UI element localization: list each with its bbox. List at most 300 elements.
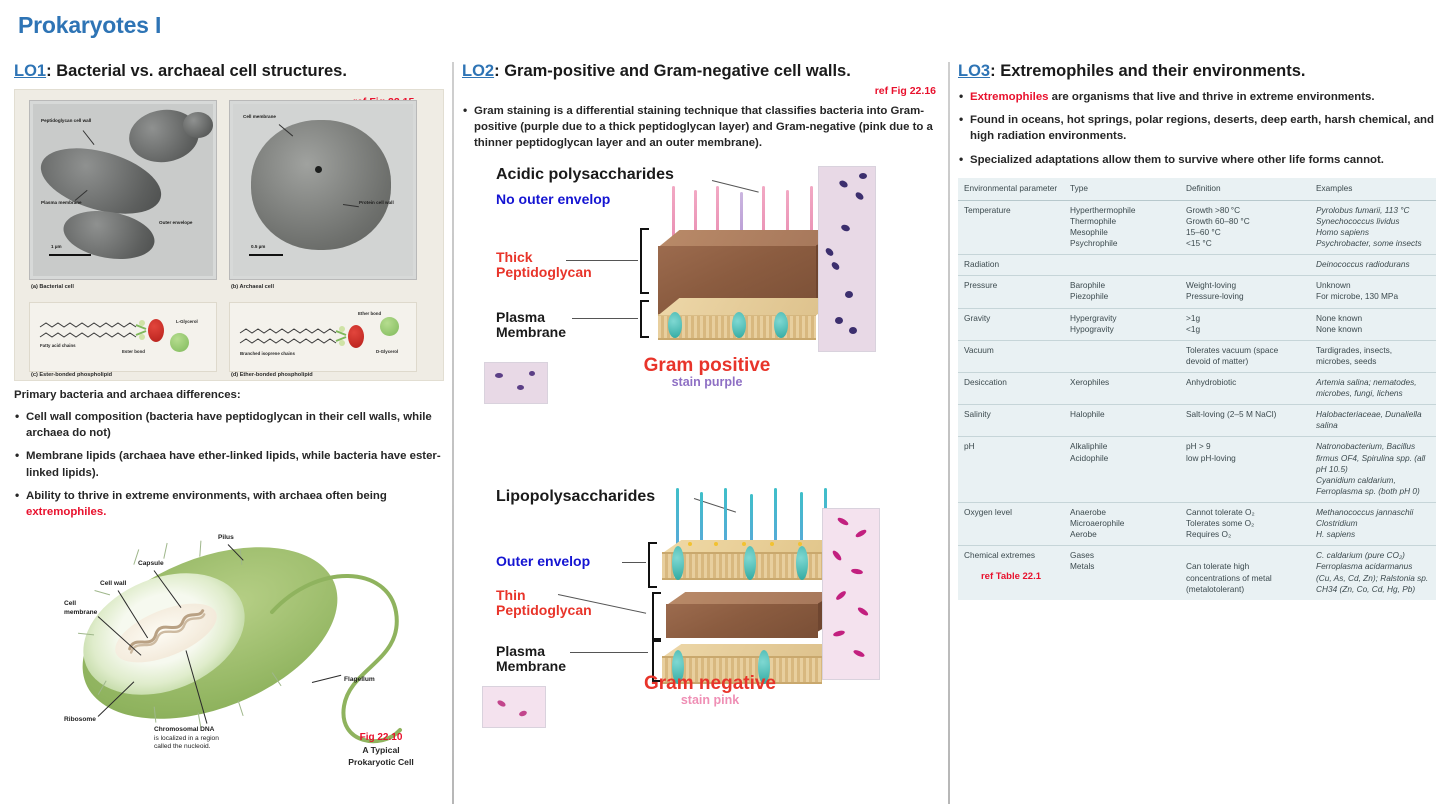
cell-examples — [1310, 546, 1436, 600]
stained-cell — [824, 246, 835, 257]
lps-head-dot — [798, 542, 802, 546]
gn-bracket-outer-envelope — [648, 542, 657, 588]
stained-cell — [835, 317, 843, 324]
gp-bracket-peptidoglycan — [640, 228, 649, 294]
figure-number: Fig 22.10 — [359, 732, 403, 744]
ester-chains-svg — [30, 303, 216, 371]
gp-pm-l2: Membrane — [496, 324, 567, 341]
cell-type — [1064, 276, 1180, 308]
gn-title-lipopolysaccharides: Lipopolysaccharides — [496, 487, 656, 505]
stained-cell — [845, 291, 853, 298]
lo3-bullet-list — [958, 89, 1436, 168]
label-ribosome: Ribosome — [64, 716, 96, 724]
ester-lipid-diagram — [29, 302, 217, 372]
dna-label-l3: called the nucleoid. — [154, 743, 211, 751]
cell-type — [1064, 373, 1180, 405]
cell-line: Piezophile — [1070, 291, 1109, 302]
cell-examples — [1310, 405, 1436, 437]
cell-line: Clostridium — [1316, 518, 1358, 529]
lo1-tag: LO1 — [14, 62, 47, 80]
cell-parameter — [958, 373, 1064, 405]
gram-negative-diagram — [462, 488, 942, 768]
cell-line: None known — [1316, 312, 1363, 323]
gn-label-plasma-membrane — [496, 644, 566, 675]
cell-parameter — [958, 200, 1064, 254]
cell-line: Salt-loving (2–5 M NaCl) — [1186, 409, 1277, 420]
table-row — [958, 340, 1436, 372]
label-capsule: Capsule — [138, 560, 164, 568]
gram-positive-caption — [592, 356, 822, 390]
figure-caption-l2: Prokaryotic Cell — [348, 756, 414, 767]
table-row — [958, 255, 1436, 276]
cell-type — [1064, 200, 1180, 254]
tem-bacterial-cell — [29, 100, 217, 280]
cell-line: Radiation — [964, 259, 1000, 270]
cell-line — [1186, 550, 1304, 561]
lo1-bullet-1: • Cell wall composition (bacteria have peptidoglycan in their cell walls, while archaea do not) — [14, 409, 446, 441]
cell-parameter — [958, 340, 1064, 372]
phosphate-head — [148, 319, 164, 342]
lo1-bullet-2: • Membrane lipids (archaea have ether-linked lipids, while bacteria have ester-linked lipids). — [14, 448, 446, 480]
cell-line — [1186, 259, 1304, 270]
stained-cell — [857, 606, 870, 617]
lo1-bullet-3-pre: Ability to thrive in extreme environments, with archaea often being — [26, 489, 387, 502]
porin-protein — [796, 546, 808, 580]
cell-definition — [1180, 373, 1310, 405]
gn-wall-3d — [662, 488, 842, 698]
lps-chain — [676, 488, 679, 546]
col-header-parameter: Environmental parameter — [958, 178, 1064, 201]
cell-line: Microaerophile — [1070, 518, 1125, 529]
lps-chain — [774, 488, 777, 546]
leader-line — [566, 260, 638, 261]
stained-cell — [830, 260, 841, 271]
cell-examples — [1310, 200, 1436, 254]
bacterium-blob — [183, 112, 213, 138]
cell-line: Methanococcus jannaschii — [1316, 507, 1414, 518]
dna-label-l1: Chromosomal DNA — [154, 726, 215, 734]
glycerol-head — [380, 317, 399, 336]
cell-line: Pressure — [964, 280, 998, 291]
archaeon-blob — [251, 120, 391, 250]
lo1-bullet-3 — [14, 488, 446, 520]
col-header-definition: Definition — [1180, 178, 1310, 201]
leader-line — [570, 652, 648, 653]
column-divider-1 — [452, 62, 454, 804]
stained-cell — [835, 589, 847, 601]
gp-micrograph-right — [818, 166, 876, 352]
gp-title-acidic-polysaccharides: Acidic polysaccharides — [496, 165, 674, 183]
lo2-fig-ref: ref Fig 22.16 — [874, 84, 936, 97]
cell-line: Metals — [1070, 561, 1095, 572]
column-divider-2 — [948, 62, 950, 804]
cell-examples — [1310, 437, 1436, 503]
cell-line: Psychrophile — [1070, 238, 1118, 249]
label-peptidoglycan-cell-wall: Peptidoglycan cell wall — [41, 117, 92, 123]
leader-line — [622, 562, 646, 563]
cell-line: None known — [1316, 323, 1363, 334]
gp-label-no-outer-envelop: No outer envelop — [496, 190, 611, 207]
cell-line: <15 °C — [1186, 238, 1212, 249]
cell-line: Xerophiles — [1070, 377, 1110, 388]
gn-bracket-peptidoglycan — [652, 592, 661, 640]
gp-pg-l1: Thick — [496, 248, 533, 265]
cell-line: Pyrolobus fumarii, 113 °C — [1316, 204, 1410, 215]
gp-pg-l2: Peptidoglycan — [496, 264, 592, 281]
cell-line: Chemical extremes — [964, 550, 1036, 561]
gn-pg-l2: Peptidoglycan — [496, 602, 592, 619]
cell-line: Requires O₂ — [1186, 529, 1232, 540]
lo3-bullet-2: • Found in oceans, hot springs, polar regions, deserts, deep earth, harsh chemical, and high radiation environments. — [958, 112, 1436, 144]
tem-bacterial-inner — [33, 104, 213, 276]
cell-parameter — [958, 255, 1064, 276]
label-protein-cell-wall: Protein cell wall — [359, 199, 394, 205]
lo2-colon: : — [494, 62, 505, 80]
leader-line — [572, 318, 638, 319]
cell-type — [1064, 546, 1180, 600]
cell-line: Acidophile — [1070, 452, 1109, 463]
cell-definition — [1180, 340, 1310, 372]
cell-line: Growth 60–80 °C — [1186, 215, 1250, 226]
table-row — [958, 405, 1436, 437]
cell-definition — [1180, 503, 1310, 546]
gp-pm-l1: Plasma — [496, 308, 546, 325]
label-isoprenoid-chains: Branched isoprene chains — [240, 350, 295, 356]
gp-label-plasma-membrane — [496, 310, 566, 341]
leader-line — [83, 130, 95, 145]
lo1-colon: : — [46, 62, 57, 80]
label-cell-membrane-l1: Cell — [64, 600, 77, 608]
cell-line: Oxygen level — [964, 507, 1012, 518]
archaeon-granule — [315, 166, 322, 173]
gn-stain-text: stain pink — [680, 693, 740, 708]
label-chromosomal-dna — [154, 726, 264, 752]
figure-caption-22-10 — [326, 731, 436, 768]
lo1-heading-text: Bacterial vs. archaeal cell structures. — [56, 62, 347, 80]
gn-pg-l1: Thin — [496, 586, 526, 603]
cell-type — [1064, 255, 1180, 276]
cell-examples — [1310, 373, 1436, 405]
cell-parameter — [958, 276, 1064, 308]
cell-parameter — [958, 308, 1064, 340]
cell-line: Synechococcus lividus — [1316, 215, 1400, 226]
cell-line — [1070, 345, 1174, 356]
scale-label: 0.5 µm — [251, 243, 266, 249]
col-header-type: Type — [1064, 178, 1180, 201]
cell-line: Weight-loving — [1186, 280, 1237, 291]
lo3-heading — [958, 62, 1436, 81]
cell-parameter — [958, 405, 1064, 437]
cell-line: Mesophile — [1070, 227, 1108, 238]
scale-bar — [49, 254, 91, 256]
gn-pm-l1: Plasma — [496, 642, 546, 659]
gn-peptidoglycan-front — [666, 604, 818, 638]
phosphate-head — [348, 325, 364, 348]
label-cell-wall: Cell wall — [100, 580, 127, 588]
cell-examples — [1310, 503, 1436, 546]
gram-positive-diagram — [462, 166, 942, 466]
lo2-tag: LO2 — [462, 62, 495, 80]
table-row — [958, 200, 1436, 254]
label-cell-membrane: Cell membrane — [243, 113, 276, 119]
cell-line: Gravity — [964, 312, 991, 323]
table-header — [958, 178, 1436, 201]
bacterium-blob — [60, 204, 159, 265]
label-cell-membrane — [64, 600, 97, 617]
gn-micrograph-right — [822, 508, 880, 680]
extremophiles-table — [958, 178, 1436, 600]
cell-line: Unknown — [1316, 280, 1351, 291]
table-row — [958, 276, 1436, 308]
gp-wall-3d — [658, 186, 838, 366]
stained-cell — [838, 179, 849, 189]
cell-line: Halobacteriaceae, Dunaliella salina — [1316, 409, 1422, 431]
cell-type — [1064, 340, 1180, 372]
cell-line: Can tolerate high concentrations of metal (metalotolerant) — [1186, 561, 1272, 594]
table-row — [958, 503, 1436, 546]
cell-line: Tolerates some O₂ — [1186, 518, 1255, 529]
table-row — [958, 308, 1436, 340]
cell-line: Temperature — [964, 204, 1011, 215]
cell-line: 15–60 °C — [1186, 227, 1221, 238]
dna-label-l2: is localized in a region — [154, 734, 219, 742]
gp-bracket-plasma-membrane — [640, 300, 649, 338]
cell-type — [1064, 437, 1180, 503]
cell-parameter — [958, 437, 1064, 503]
label-ester-bond: Ester bond — [122, 348, 145, 354]
membrane-protein — [668, 312, 682, 338]
label-outer-envelope: Outer envelope — [159, 219, 193, 225]
cell-line: Thermophile — [1070, 215, 1117, 226]
cell-line: <1g — [1186, 323, 1201, 334]
cell-line: Tardigrades, insects, microbes, seeds — [1316, 344, 1393, 366]
stained-cell — [849, 327, 857, 334]
cell-parameter — [958, 503, 1064, 546]
gn-label-thin-peptidoglycan — [496, 588, 592, 619]
lo1-bullet-list — [14, 409, 446, 520]
ether-chains-svg — [230, 303, 416, 371]
lo3-bullet-3: • Specialized adaptations allow them to survive where other life forms cannot. — [958, 152, 1436, 168]
cell-line: Ferroplasma acidarmanus (Cu, As, Cd, Zn); Ralstonia sp. CH34 (Zn, Co, Cd, Hg, Pb) — [1316, 561, 1429, 594]
label-plasma-membrane: Plasma membrane — [41, 199, 82, 205]
stained-cell — [837, 516, 850, 526]
prokaryotic-cell-figure — [14, 530, 442, 770]
label-flagellum: Flagellum — [344, 676, 375, 684]
lps-chain — [724, 488, 727, 546]
lo3-tag: LO3 — [958, 62, 991, 80]
stained-cell — [855, 528, 868, 538]
table-row — [958, 546, 1436, 600]
lo2-bullet-list — [462, 103, 942, 152]
gp-label-thick-peptidoglycan — [496, 250, 592, 281]
porin-protein — [744, 546, 756, 580]
stained-cell — [518, 709, 527, 716]
lo3-bullet-1 — [958, 89, 1436, 105]
caption-archaeal-cell: (b) Archaeal cell — [231, 283, 275, 290]
cell-type — [1064, 308, 1180, 340]
cell-definition — [1180, 200, 1310, 254]
lo3-heading-text: Extremophiles and their environments. — [1000, 62, 1306, 80]
cell-line: pH — [964, 441, 975, 452]
figure-caption-l1: A Typical — [362, 744, 400, 755]
caption-ester-phospholipid: (c) Ester-bonded phospholipid — [31, 371, 113, 378]
cell-examples — [1310, 255, 1436, 276]
lo3-colon: : — [990, 62, 1001, 80]
pilus-shape — [94, 590, 110, 596]
cell-definition — [1180, 437, 1310, 503]
gp-plasma-membrane-top — [658, 298, 838, 316]
label-ether-bond: Ether bond — [358, 310, 382, 316]
cell-line: Cyanidium caldarium, Ferroplasma sp. (both pH 0) — [1316, 474, 1420, 496]
stained-cell — [833, 629, 846, 637]
table-ref-label: ref Table 22.1 — [980, 571, 1042, 583]
table-row — [958, 373, 1436, 405]
cell-line: pH > 9 — [1186, 441, 1211, 452]
gp-caption-text: Gram positive — [643, 354, 771, 376]
cell-examples — [1310, 276, 1436, 308]
gn-label-outer-envelop: Outer envelop — [496, 552, 591, 569]
cell-line: For microbe, 130 MPa — [1316, 291, 1399, 302]
cell-type — [1064, 503, 1180, 546]
cell-line: Cannot tolerate O₂ — [1186, 507, 1255, 518]
stained-cell — [851, 568, 864, 575]
cell-line: Growth >80 °C — [1186, 204, 1241, 215]
cell-line: Aerobe — [1070, 529, 1097, 540]
acidic-polysaccharide-chain — [672, 186, 675, 240]
lps-head-dot — [742, 542, 746, 546]
cell-line — [1070, 259, 1174, 270]
cell-line: Barophile — [1070, 280, 1106, 291]
gp-stain-text: stain purple — [671, 375, 743, 390]
lo1-heading — [14, 62, 446, 81]
table-header-row — [958, 178, 1436, 201]
porin-protein — [672, 546, 684, 580]
lo1-bullet-3-highlight: extremophiles. — [26, 505, 107, 518]
cell-line: low pH-loving — [1186, 452, 1236, 463]
stained-cell — [495, 373, 503, 378]
membrane-protein — [732, 312, 746, 338]
label-l-glycerol: L-Glycerol — [176, 318, 198, 324]
cell-definition — [1180, 308, 1310, 340]
gn-micrograph-left — [482, 686, 546, 728]
gn-caption-text: Gram negative — [644, 672, 776, 694]
cell-line: Anhydrobiotic — [1186, 377, 1237, 388]
flagellum-shape — [264, 560, 424, 750]
lps-chain — [800, 492, 803, 546]
cell-line: Anaerobe — [1070, 507, 1106, 518]
pilus-shape — [163, 543, 168, 559]
cell-definition — [1180, 276, 1310, 308]
stained-cell — [859, 173, 867, 179]
cell-line: Gases — [1070, 550, 1094, 561]
cell-definition — [1180, 405, 1310, 437]
cell-line: Artemia salina; nematodes, microbes, fungi, lichens — [1316, 377, 1417, 399]
tem-archaeal-inner — [233, 104, 413, 276]
stained-cell — [529, 371, 535, 376]
label-pilus: Pilus — [218, 534, 234, 542]
cell-line: Homo sapiens — [1316, 227, 1370, 238]
page-title: Prokaryotes I — [18, 12, 162, 38]
cell-line: Desiccation — [964, 377, 1007, 388]
lo2-heading-text: Gram-positive and Gram-negative cell walls. — [504, 62, 851, 80]
cell-line: C. caldarium (pure CO₂) — [1316, 550, 1405, 561]
lo2-heading — [462, 62, 942, 81]
column-lo3 — [958, 62, 1436, 600]
lo2-bullet-1: • Gram staining is a differential staining technique that classifies bacteria into Gram-positive (purple due to a thick peptidoglycan layer) and Gram-negative (pink due to a thinner peptidoglycan layer and an outer membrane). — [462, 103, 942, 152]
cell-line: Hypergravity — [1070, 312, 1117, 323]
tem-archaeal-cell — [229, 100, 417, 280]
lo3-bullet-1-highlight: Extremophiles — [970, 90, 1049, 103]
caption-bacterial-cell: (a) Bacterial cell — [31, 283, 74, 290]
lps-chain — [750, 494, 753, 546]
cell-line: Hypogravity — [1070, 323, 1114, 334]
cell-line: Hyperthermophile — [1070, 204, 1136, 215]
column-lo2 — [462, 62, 942, 768]
membrane-protein — [774, 312, 788, 338]
ether-lipid-diagram — [229, 302, 417, 372]
stained-cell — [496, 699, 506, 708]
cell-line: H. sapiens — [1316, 529, 1356, 540]
col-header-examples: Examples — [1310, 178, 1436, 201]
lps-head-dot — [714, 542, 718, 546]
pilus-shape — [237, 701, 243, 717]
cell-line: Tolerates vacuum (space devoid of matter) — [1186, 344, 1279, 366]
cell-line: Natronobacterium, Bacillus firmus OF4, Spirulina spp. (all pH 10.5) — [1316, 441, 1426, 474]
scale-label: 1 µm — [51, 243, 62, 249]
cell-line: Deinococcus radiodurans — [1316, 259, 1410, 270]
cell-line: Psychrobacter, some insects — [1316, 238, 1422, 249]
cell-line: Halophile — [1070, 409, 1105, 420]
pilus-shape — [199, 541, 202, 557]
cell-definition — [1180, 255, 1310, 276]
bacteria-archaea-figure-panel — [14, 89, 444, 381]
gram-negative-caption — [590, 674, 830, 708]
caption-ether-phospholipid: (d) Ether-bonded phospholipid — [231, 371, 313, 378]
table-row — [958, 437, 1436, 503]
cell-definition — [1180, 546, 1310, 600]
cell-line: Pressure-loving — [1186, 291, 1244, 302]
cell-line: >1g — [1186, 312, 1201, 323]
cell-examples — [1310, 308, 1436, 340]
cell-line: Vacuum — [964, 344, 994, 355]
cell-parameter — [958, 546, 1064, 600]
stained-cell — [840, 223, 851, 232]
cell-examples — [1310, 340, 1436, 372]
gn-pm-l2: Membrane — [496, 658, 567, 675]
label-d-glycerol: D-Glycerol — [376, 348, 399, 354]
cell-line: Alkaliphile — [1070, 441, 1108, 452]
lps-head-dot — [688, 542, 692, 546]
glycerol-head — [170, 333, 189, 352]
lps-head-dot — [770, 542, 774, 546]
lps-chain — [700, 492, 703, 546]
stained-cell — [854, 190, 865, 200]
label-cell-membrane-l2: membrane — [64, 608, 98, 616]
table-body — [958, 200, 1436, 599]
column-lo1 — [14, 62, 446, 770]
lo1-intro-text: Primary bacteria and archaea differences: — [14, 388, 241, 401]
stained-cell — [517, 385, 524, 390]
cell-line: Salinity — [964, 409, 991, 420]
cell-type — [1064, 405, 1180, 437]
scale-bar — [249, 254, 283, 256]
gp-micrograph-left — [484, 362, 548, 404]
lo3-bullet-1-post: are organisms that live and thrive in extreme environments. — [1048, 90, 1375, 103]
extremophiles-table-grid — [958, 178, 1436, 600]
stained-cell — [853, 648, 866, 658]
label-fatty-acid-chains: Fatty acid chains — [40, 342, 76, 348]
stained-cell — [831, 549, 843, 561]
